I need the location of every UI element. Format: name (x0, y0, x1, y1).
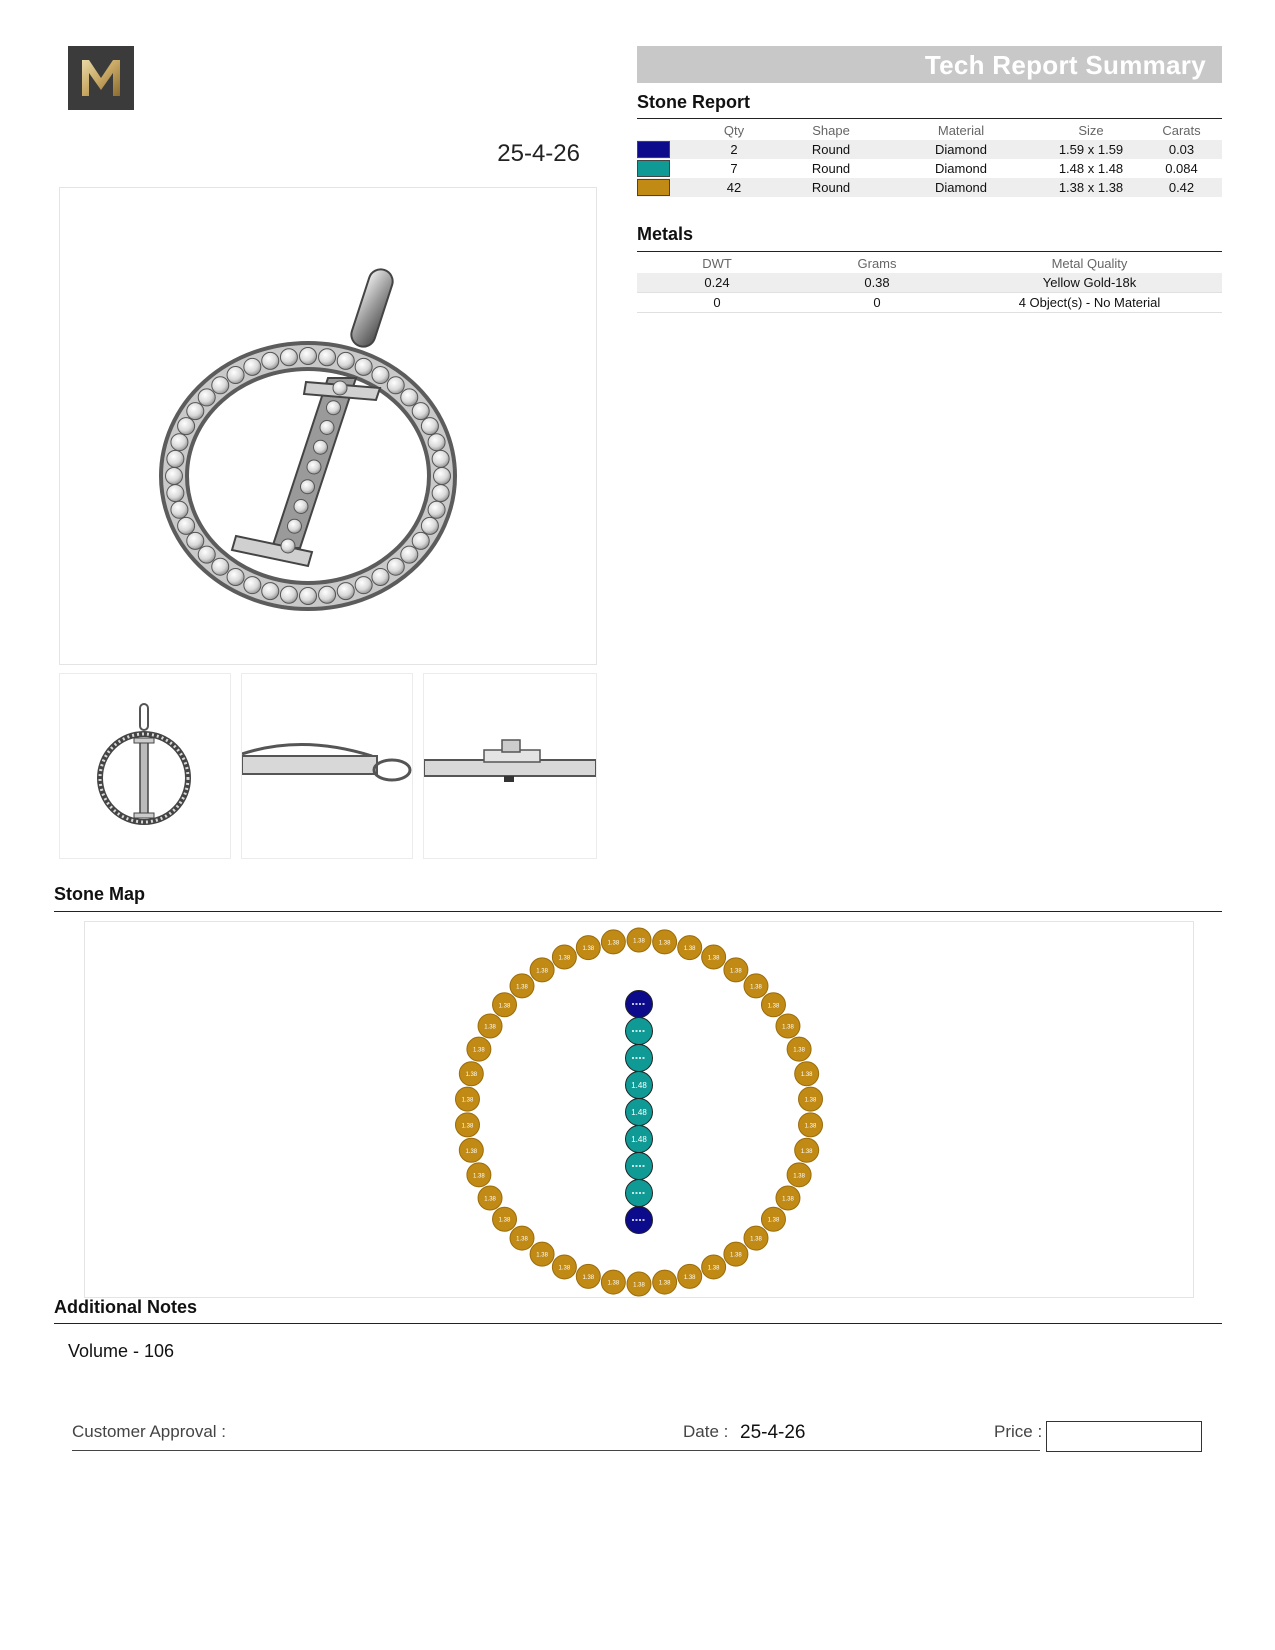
pendant-gem (280, 586, 297, 603)
stone-map-rule (54, 911, 1222, 912)
ring-stone (761, 993, 785, 1017)
ring-stone (459, 1062, 483, 1086)
ring-stone-label: 1.38 (633, 1282, 645, 1289)
ring-stone (702, 1255, 726, 1279)
ring-stone-label: 1.38 (558, 955, 571, 962)
ring-stone (493, 1207, 517, 1231)
ring-stone (678, 1264, 702, 1288)
pendant-gem (401, 546, 418, 563)
stone-color-swatch (637, 160, 670, 177)
stone-size: 1.59 x 1.59 (1041, 140, 1141, 159)
pendant-gem (294, 500, 308, 514)
ring-stone-label: 1.38 (793, 1047, 805, 1054)
pendant-gem (337, 352, 354, 369)
ring-stone (530, 958, 554, 982)
pendant-gem (428, 501, 445, 518)
pendant-gem (421, 418, 438, 435)
ring-stone (744, 974, 768, 998)
ring-stone (761, 1207, 785, 1231)
ring-stone-label: 1.38 (465, 1148, 478, 1155)
ring-stone (653, 1270, 677, 1294)
bar-stone (626, 1180, 653, 1207)
stone-material: Diamond (881, 178, 1041, 197)
pendant-gem (387, 558, 404, 575)
stone-shape: Round (781, 140, 881, 159)
ring-stone (459, 1138, 483, 1162)
ring-stone (653, 930, 677, 954)
metal-dwt: 0.24 (637, 273, 797, 293)
stone-qty: 7 (730, 161, 738, 176)
pendant-gem (262, 583, 279, 600)
price-input-box[interactable] (1046, 1421, 1202, 1452)
bar-stone (626, 1018, 653, 1045)
ring-stone (478, 1014, 502, 1038)
ring-stone-label: 1.38 (707, 1265, 720, 1272)
pendant-gem (178, 418, 195, 435)
col-qty: Qty (723, 123, 745, 138)
ring-stone (467, 1163, 491, 1187)
ring-stone-label: 1.38 (767, 1217, 780, 1224)
stone-material: Diamond (934, 161, 988, 176)
pendant-gem (355, 577, 372, 594)
ring-stone (795, 1062, 819, 1086)
ring-stone-label: 1.38 (461, 1123, 474, 1130)
pendant-gem (307, 460, 321, 474)
logo-mark (68, 46, 134, 110)
ring-stone (510, 1226, 534, 1250)
stone-report-header-row (637, 121, 1222, 140)
pendant-gem (166, 468, 183, 485)
ring-stone-label: 1.38 (730, 1252, 742, 1259)
bar-stone (626, 991, 653, 1018)
ring-stone (776, 1186, 800, 1210)
ring-stone-label: 1.38 (782, 1196, 794, 1203)
col-carats: Carats (1162, 123, 1201, 138)
ring-stone-label: 1.38 (484, 1024, 496, 1031)
ring-stone-label: 1.38 (498, 1217, 511, 1224)
ring-stone-label: 1.38 (498, 1003, 511, 1010)
ring-stone (455, 1087, 479, 1111)
bar-stone (626, 1207, 653, 1234)
pendant-gem (167, 485, 184, 502)
bar-stone-label: 1.48 (631, 1135, 647, 1144)
pendant-gem (355, 358, 372, 375)
date-value: 25-4-26 (740, 1422, 806, 1443)
pendant-gem (281, 539, 295, 553)
ring-stone-label: 1.38 (461, 1097, 474, 1104)
metals-rule (637, 251, 1222, 252)
pendant-gem (412, 532, 429, 549)
ring-stone (678, 936, 702, 960)
metal-grams: 0 (797, 293, 957, 313)
ring-stone-label: 1.38 (804, 1123, 817, 1130)
ring-stone-label: 1.38 (582, 946, 595, 953)
ring-stone (576, 1264, 600, 1288)
pendant-gem (244, 358, 261, 375)
ring-stone-label: 1.38 (782, 1024, 794, 1031)
ring-stone-label: 1.38 (800, 1072, 813, 1079)
top-view-render (424, 674, 596, 858)
stone-qty: 42 (687, 178, 781, 197)
pendant-gem (244, 577, 261, 594)
ring-stone-label: 1.38 (473, 1173, 485, 1180)
customer-approval-label: Customer Approval : (72, 1422, 227, 1441)
stone-qty: 2 (687, 140, 781, 159)
pendant-gem (428, 434, 445, 451)
stone-carats: 0.03 (1141, 140, 1222, 159)
pendant-gem (227, 568, 244, 585)
bar-stone-label: 1.48 (631, 1081, 647, 1090)
col-material: Material (937, 123, 985, 138)
ring-stone-label: 1.38 (484, 1196, 496, 1203)
swatch-header (637, 121, 687, 140)
pendant-gem (372, 568, 389, 585)
additional-notes-title: Additional Notes (54, 1297, 197, 1317)
report-title: Tech Report Summary (924, 50, 1206, 80)
bar-stone (626, 1126, 653, 1153)
ring-stone (455, 1113, 479, 1137)
ring-stone-label: 1.38 (658, 1280, 671, 1287)
pendant-gem (171, 501, 188, 518)
ring-stone (787, 1037, 811, 1061)
pendant-gem (387, 377, 404, 394)
pendant-render (60, 188, 596, 664)
ring-stone (799, 1113, 823, 1137)
ring-stone (724, 1242, 748, 1266)
stone-report-title: Stone Report (637, 92, 751, 112)
main-product-image (59, 187, 597, 665)
col-grams: Grams (857, 256, 897, 271)
ring-stone-label: 1.38 (750, 1236, 762, 1243)
ring-stone (576, 936, 600, 960)
stone-map-panel (84, 921, 1194, 1298)
ring-stone-label: 1.38 (536, 968, 548, 975)
pendant-gem (178, 517, 195, 534)
ring-stone (552, 945, 576, 969)
ring-stone (510, 974, 534, 998)
pendant-gem (421, 517, 438, 534)
pendant-gem (432, 485, 449, 502)
ring-stone-label: 1.38 (633, 938, 645, 945)
pendant-gem (198, 546, 215, 563)
bar-stone-label: 1.48 (631, 1108, 647, 1117)
price-label: Price : (994, 1422, 1043, 1441)
ring-stone (799, 1087, 823, 1111)
date-label: Date : (683, 1422, 729, 1441)
header-date: 25-4-26 (497, 140, 580, 167)
pendant-gem (187, 403, 204, 420)
ring-stone-label: 1.38 (582, 1274, 595, 1281)
table-row (637, 140, 1222, 159)
pendant-gem (333, 381, 347, 395)
pendant-gem (434, 468, 451, 485)
stone-shape: Round (811, 161, 851, 176)
ring-stone-label: 1.38 (516, 984, 528, 991)
ring-stone (776, 1014, 800, 1038)
pendant-gem (227, 367, 244, 384)
pendant-gem (167, 450, 184, 467)
ring-stone-label: 1.38 (536, 1252, 548, 1259)
pendant-gem (288, 519, 302, 533)
bar-stone (626, 1153, 653, 1180)
pendant-gem (171, 434, 188, 451)
metals-table (637, 254, 1222, 313)
col-shape: Shape (812, 123, 850, 138)
stone-size: 1.48 x 1.48 (1058, 161, 1124, 176)
approval-signature-line[interactable] (72, 1450, 1040, 1451)
pendant-gem (320, 421, 334, 435)
ring-stone (627, 1272, 651, 1296)
stone-color-swatch (637, 179, 670, 196)
report-title-bar (637, 46, 1222, 83)
ring-stone-label: 1.38 (767, 1003, 780, 1010)
ring-stone-label: 1.38 (465, 1072, 478, 1079)
col-dwt: DWT (702, 256, 732, 271)
stone-map-title: Stone Map (54, 884, 146, 904)
pendant-gem (401, 389, 418, 406)
ring-stone (787, 1163, 811, 1187)
side-view-render (242, 674, 412, 858)
pendant-gem (212, 377, 229, 394)
ring-stone (795, 1138, 819, 1162)
ring-stone-label: 1.38 (793, 1173, 805, 1180)
ring-stone-label: 1.38 (707, 955, 720, 962)
metals-header-row (637, 254, 1222, 273)
ring-stone-label: 1.38 (804, 1097, 817, 1104)
ring-stone-label: 1.38 (607, 940, 620, 947)
pendant-gem (280, 349, 297, 366)
ring-stone-label: 1.38 (800, 1148, 813, 1155)
ring-stone-label: 1.38 (607, 1280, 620, 1287)
notes-text: Volume - 106 (68, 1341, 175, 1361)
pendant-gem (337, 583, 354, 600)
ring-stone (724, 958, 748, 982)
ring-stone-label: 1.38 (658, 940, 671, 947)
stone-map-diagram (85, 922, 1193, 1297)
pendant-gem (262, 352, 279, 369)
metal-quality: 4 Object(s) - No Material (957, 293, 1222, 313)
ring-stone (552, 1255, 576, 1279)
pendant-gem (327, 401, 341, 415)
ring-stone-label: 1.38 (473, 1047, 485, 1054)
ring-stone-label: 1.38 (683, 1274, 696, 1281)
stone-material: Diamond (881, 140, 1041, 159)
pendant-gem (212, 558, 229, 575)
stone-report-table (637, 121, 1222, 197)
stone-report-rule (637, 118, 1222, 119)
bar-stone (626, 1072, 653, 1099)
table-row (637, 159, 1222, 178)
table-row (637, 178, 1222, 197)
metal-quality: Yellow Gold-18k (957, 273, 1222, 293)
ring-stone (744, 1226, 768, 1250)
stone-carats: 0.42 (1141, 178, 1222, 197)
metal-dwt: 0 (637, 293, 797, 313)
ring-stone (627, 928, 651, 952)
bar-stone (626, 1045, 653, 1072)
thumbnail-side-view[interactable] (241, 673, 413, 859)
pendant-gem (300, 588, 317, 605)
col-metal-quality: Metal Quality (1051, 256, 1128, 271)
ring-stone (530, 1242, 554, 1266)
ring-stone (702, 945, 726, 969)
bar-stone (626, 1099, 653, 1126)
pendant-gem (372, 367, 389, 384)
metal-grams: 0.38 (797, 273, 957, 293)
ring-stone (493, 993, 517, 1017)
pendant-gem (198, 389, 215, 406)
stone-carats: 0.084 (1165, 161, 1198, 176)
col-size: Size (1078, 123, 1104, 138)
ring-stone (601, 930, 625, 954)
ring-stone (467, 1037, 491, 1061)
additional-notes-rule (54, 1323, 1222, 1324)
pendant-gem (412, 403, 429, 420)
ring-stone-label: 1.38 (558, 1265, 571, 1272)
pendant-gem (319, 349, 336, 366)
stone-shape: Round (781, 178, 881, 197)
ring-stone-label: 1.38 (516, 1236, 528, 1243)
ring-stone (601, 1270, 625, 1294)
metals-title: Metals (637, 224, 694, 244)
ring-stone (478, 1186, 502, 1210)
thumbnail-front-view[interactable] (59, 673, 231, 859)
pendant-gem (300, 348, 317, 365)
ring-stone-label: 1.38 (730, 968, 742, 975)
pendant-gem (301, 480, 315, 494)
thumbnail-top-view[interactable] (423, 673, 597, 859)
pendant-gem (187, 532, 204, 549)
front-view-render (60, 674, 230, 858)
pendant-gem (319, 586, 336, 603)
pendant-gem (432, 450, 449, 467)
table-row (637, 273, 1222, 293)
pendant-gem (314, 440, 328, 454)
ring-stone-label: 1.38 (750, 984, 762, 991)
stone-size: 1.38 x 1.38 (1041, 178, 1141, 197)
table-row (637, 293, 1222, 313)
company-logo (68, 46, 134, 110)
stone-color-swatch (637, 141, 670, 158)
ring-stone-label: 1.38 (683, 946, 696, 953)
